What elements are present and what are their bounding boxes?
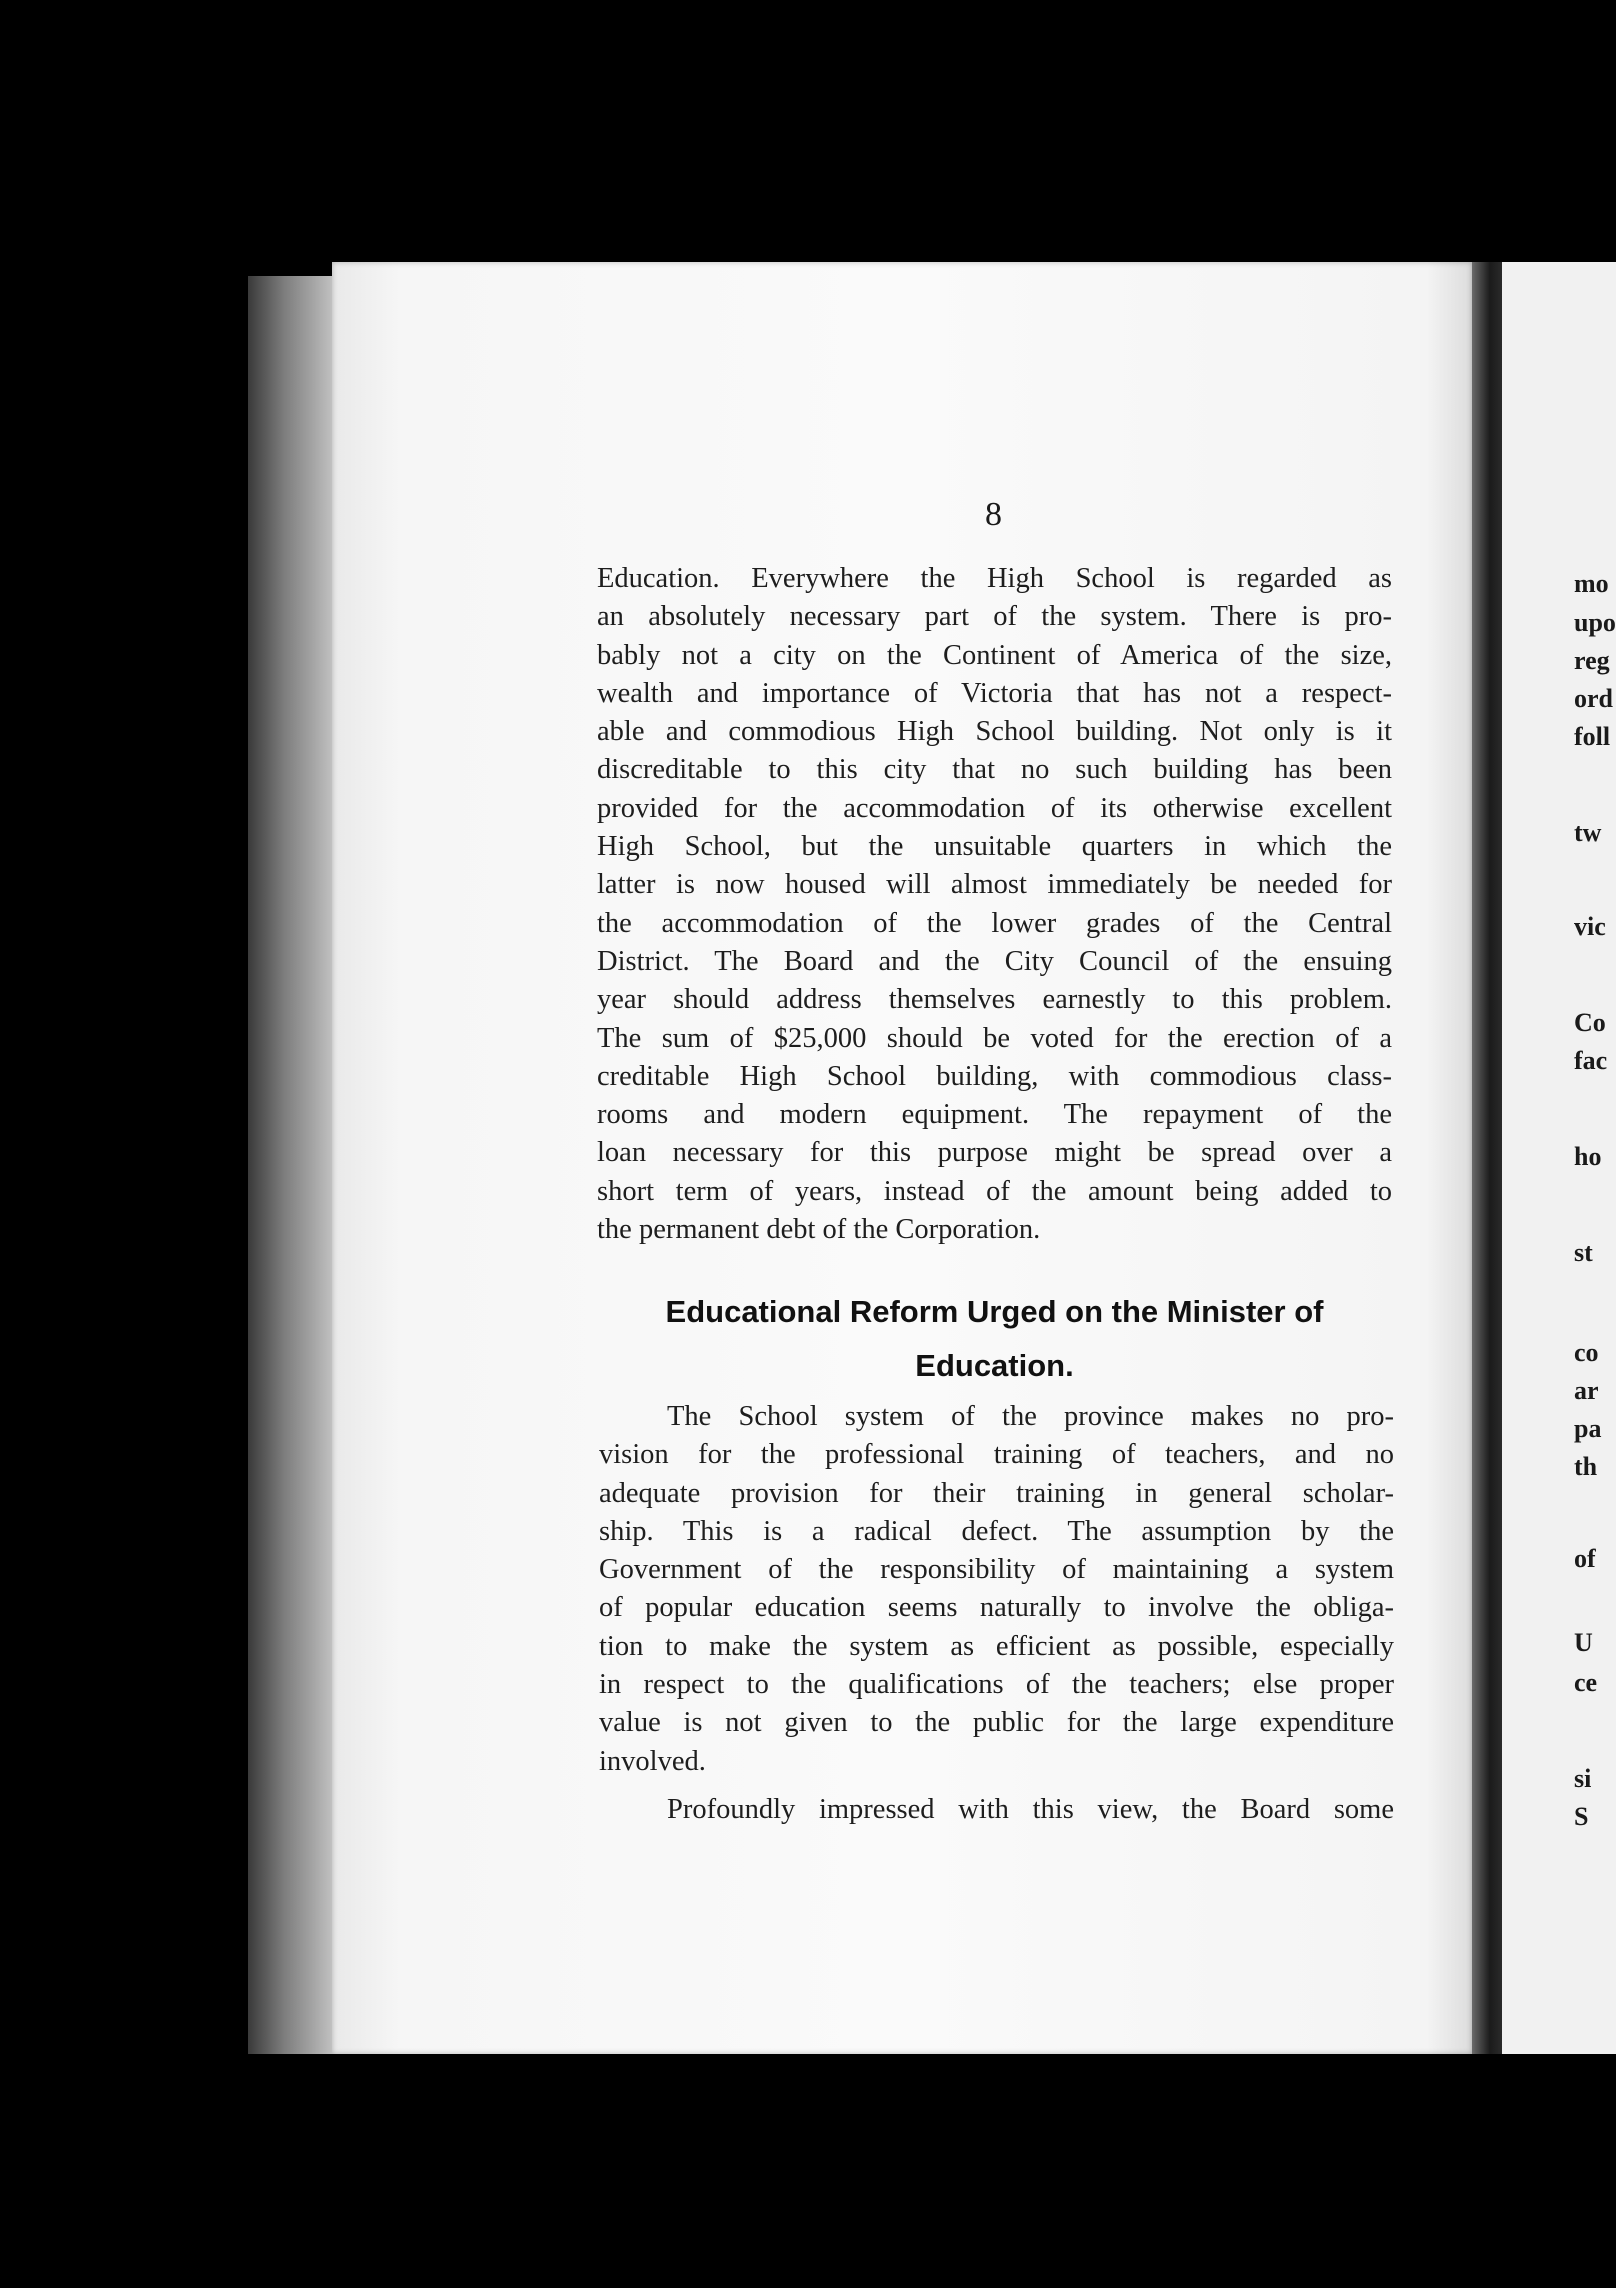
text-line: The sum of $25,000 should be voted for the erection of a [597, 1022, 1392, 1054]
text-line: the accommodation of the lower grades of the Central [597, 907, 1392, 939]
text-line: able and commodious High School building. Not only is it [597, 716, 1392, 748]
heading-line: Educational Reform Urged on the Minister of [665, 1294, 1324, 1329]
facing-page-fragment: U [1574, 1628, 1593, 1657]
text-line: Education. Everywhere the High School is regarded as [597, 563, 1392, 594]
text-line: latter is now housed will almost immediately be needed for [597, 869, 1392, 901]
paragraph-1 [597, 560, 1392, 1249]
facing-page-fragment: Co [1574, 1008, 1606, 1037]
facing-page-fragment: of [1574, 1544, 1596, 1573]
book-gutter [1472, 262, 1502, 2054]
text-line: in respect to the qualifications of the teachers; else proper [599, 1669, 1394, 1701]
facing-page-fragment: st [1574, 1238, 1593, 1267]
facing-page-fragment: co [1574, 1338, 1599, 1367]
text-line: tion to make the system as efficient as possible, especially [599, 1630, 1394, 1662]
text-line: provided for the accommodation of its otherwise excellent [597, 792, 1392, 824]
section-heading [597, 1285, 1392, 1393]
text-line: discreditable to this city that no such building has been [597, 754, 1392, 786]
text-line: High School, but the unsuitable quarters in which the [597, 831, 1392, 863]
facing-page-fragment: reg [1574, 646, 1610, 675]
facing-page-fragment: upo [1574, 608, 1616, 637]
facing-page-fragment: th [1574, 1452, 1598, 1481]
text-line: wealth and importance of Victoria that has not a respect- [597, 677, 1392, 709]
text-line: bably not a city on the Continent of America of the size, [597, 639, 1392, 671]
text-line: Profoundly impressed with this view, the Board some [667, 1793, 1394, 1825]
facing-page-fragment: tw [1574, 818, 1602, 847]
paragraph-2 [599, 1398, 1394, 1829]
text-line: rooms and modern equipment. The repayment of the [597, 1099, 1392, 1131]
text-line: The School system of the province makes no pro- [667, 1401, 1394, 1432]
facing-page-fragment: fac [1574, 1046, 1608, 1075]
text-line: short term of years, instead of the amount being added to [597, 1175, 1392, 1207]
facing-page-fragment: S [1574, 1802, 1589, 1831]
text-line: value is not given to the public for the large expenditure [599, 1707, 1394, 1739]
facing-page-fragment: si [1574, 1764, 1592, 1793]
text-line: involved. [599, 1745, 706, 1777]
text-line: the permanent debt of the Corporation. [597, 1214, 1041, 1246]
facing-page-fragment: foll [1574, 722, 1611, 751]
text-line: District. The Board and the City Council of the ensuing [597, 945, 1392, 977]
text-line: year should address themselves earnestly to this problem. [597, 984, 1392, 1016]
text-line: Government of the responsibility of maintaining a system [599, 1554, 1394, 1586]
text-line: an absolutely necessary part of the system. There is pro- [597, 601, 1392, 633]
text-line: vision for the professional training of teachers, and no [599, 1439, 1394, 1471]
facing-page-fragment: vic [1574, 912, 1606, 941]
book-left-edge [248, 276, 338, 2054]
text-line: loan necessary for this purpose might be spread over a [597, 1137, 1392, 1169]
facing-page-fragment: ord [1574, 684, 1613, 713]
text-line: ship. This is a radical defect. The assumption by the [599, 1515, 1394, 1547]
facing-page-fragment: mo [1574, 569, 1609, 598]
text-line: creditable High School building, with commodious class- [597, 1060, 1392, 1092]
facing-page-fragment: ce [1574, 1668, 1598, 1697]
facing-page-fragment: ar [1574, 1376, 1599, 1405]
facing-page-fragment: pa [1574, 1414, 1602, 1443]
text-line: adequate provision for their training in general scholar- [599, 1477, 1394, 1509]
page-number: 8 [985, 496, 1002, 533]
heading-line: Education. [915, 1348, 1074, 1383]
text-line: of popular education seems naturally to involve the obliga- [599, 1592, 1394, 1624]
facing-page-fragment: ho [1574, 1142, 1602, 1171]
